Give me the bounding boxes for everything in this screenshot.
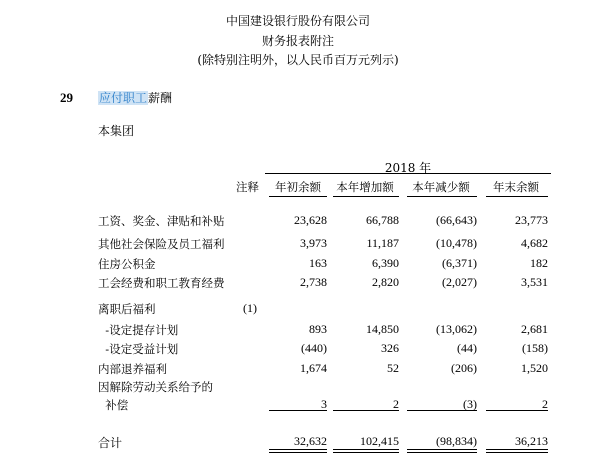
row-value-opening: 3,973	[300, 236, 327, 250]
section-title-highlight: 应付职工	[99, 91, 148, 105]
total-underline-decrease-1	[407, 449, 477, 450]
col-underline-closing	[486, 196, 548, 197]
subtotal-line-decrease	[407, 410, 477, 411]
total-decrease: (98,834)	[436, 434, 477, 448]
row-label: 工资、奖金、津贴和补贴	[98, 214, 225, 228]
row-value-decrease: (10,478)	[436, 236, 477, 250]
row-value-increase: 2	[393, 397, 399, 411]
document-title: 财务报表附注	[261, 34, 334, 48]
col-header-increase: 本年增加额	[336, 180, 394, 194]
row-value-closing: 3,531	[521, 275, 548, 289]
row-value-increase: 6,390	[372, 256, 399, 270]
row-value-opening: 893	[309, 322, 327, 336]
col-header-note: 注释	[236, 180, 259, 194]
total-closing: 36,213	[515, 434, 548, 448]
row-label: -设定提存计划	[98, 323, 179, 337]
row-value-closing: 2	[542, 397, 548, 411]
row-value-increase: 52	[387, 361, 399, 375]
row-label: 因解除劳动关系给予的	[98, 380, 213, 394]
total-label: 合计	[98, 436, 123, 450]
total-increase: 102,415	[360, 434, 399, 448]
total-underline-closing-2	[486, 452, 548, 453]
section-number: 29	[60, 90, 73, 105]
row-value-closing: 2,681	[521, 322, 548, 336]
col-header-opening: 年初余额	[275, 180, 321, 194]
table-year: 2018 年	[384, 161, 432, 175]
row-value-opening: 2,738	[300, 275, 327, 289]
currency-note: (除特别注明外，以人民币百万元列示)	[197, 53, 399, 67]
subtotal-line-opening	[269, 410, 327, 411]
row-value-decrease: (2,027)	[442, 275, 477, 289]
row-label: -设定受益计划	[98, 342, 179, 356]
row-value-closing: 1,520	[521, 361, 548, 375]
row-value-decrease: (13,062)	[436, 322, 477, 336]
row-label: 内部退养福利	[98, 362, 167, 376]
row-value-decrease: (66,643)	[436, 213, 477, 227]
row-value-closing: 23,773	[515, 213, 548, 227]
row-value-closing: 182	[530, 256, 548, 270]
subtotal-line-increase	[333, 410, 399, 411]
row-value-opening: 1,674	[300, 361, 327, 375]
row-label: 其他社会保险及员工福利	[98, 237, 225, 251]
row-value-decrease: (3)	[463, 397, 477, 411]
row-value-opening: 163	[309, 256, 327, 270]
section-title-rest: 薪酬	[148, 91, 173, 105]
row-value-increase: 326	[381, 341, 399, 355]
row-label: 工会经费和职工教育经费	[98, 276, 225, 290]
row-value-decrease: (206)	[451, 361, 477, 375]
row-label: 住房公积金	[98, 257, 156, 271]
bank-name: 中国建设银行股份有限公司	[225, 14, 370, 28]
row-value-increase: 66,788	[366, 213, 399, 227]
row-value-closing: (158)	[522, 341, 548, 355]
total-underline-increase-2	[333, 452, 399, 453]
row-label: 离职后福利	[98, 302, 156, 316]
section-subtitle: 本集团	[98, 124, 135, 138]
total-underline-increase-1	[333, 449, 399, 450]
row-note-ref: (1)	[243, 301, 257, 315]
row-value-increase: 2,820	[372, 275, 399, 289]
col-underline-increase	[333, 196, 399, 197]
total-underline-decrease-2	[407, 452, 477, 453]
row-value-opening: (440)	[301, 341, 327, 355]
row-value-opening: 23,628	[294, 213, 327, 227]
row-label: 补偿	[98, 398, 129, 412]
total-underline-opening-1	[269, 449, 327, 450]
col-underline-decrease	[407, 196, 477, 197]
col-underline-opening	[269, 196, 327, 197]
total-underline-closing-1	[486, 449, 548, 450]
year-underline	[265, 173, 551, 174]
total-underline-opening-2	[269, 452, 327, 453]
subtotal-line-closing	[486, 410, 548, 411]
col-header-closing: 年末余额	[493, 180, 539, 194]
col-header-decrease: 本年减少额	[412, 180, 470, 194]
section-title	[98, 89, 172, 106]
row-value-increase: 11,187	[366, 236, 399, 250]
total-opening: 32,632	[294, 434, 327, 448]
row-value-closing: 4,682	[521, 236, 548, 250]
row-value-decrease: (44)	[457, 341, 477, 355]
row-value-increase: 14,850	[366, 322, 399, 336]
row-value-decrease: (6,371)	[442, 256, 477, 270]
row-value-opening: 3	[321, 397, 327, 411]
